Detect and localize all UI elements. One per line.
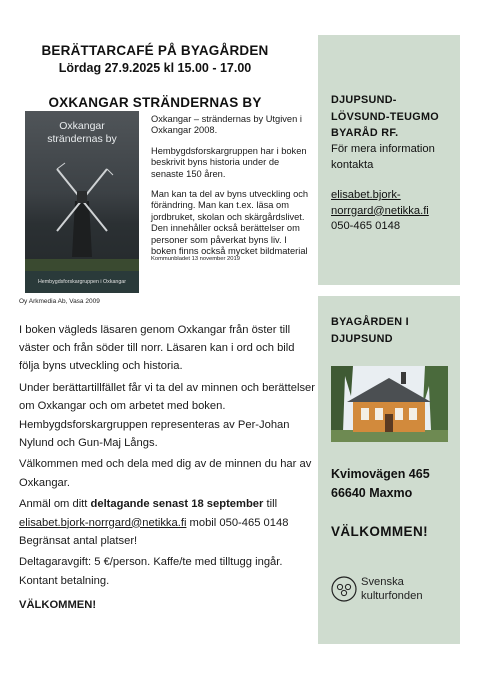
org-name: [331, 92, 439, 142]
body-paragraph-3: Välkommen med och dela med dig av de minnen du har av Oxkangar.: [19, 458, 312, 489]
sidebar-contact-box: [318, 35, 460, 285]
email-line-2[interactable]: norrgard@netikka.fi: [331, 204, 429, 217]
contact-email-link[interactable]: [331, 188, 429, 219]
venue-heading-line-1: BYAGÅRDEN I: [331, 316, 409, 328]
event-datetime: Lördag 27.9.2025 kl 15.00 - 17.00: [58, 61, 252, 75]
body-paragraph-1: I boken vägleds läsaren genom Oxkangar från öster till väster och från söder till norr. Läsaren kan i ord och bild följa byns utveckling och historia.: [19, 324, 295, 373]
book-text-3: Man kan ta del av byns utveckling och förändring. Man kan t.ex. läsa om jordbruket, skolan och skärgårdslivet. Den innehåller också berättelser om personer som påverkat byns liv. I boken finns också mycket bildmaterial: [151, 189, 309, 257]
cover-title-line-1: Oxkangar: [59, 120, 105, 132]
contact-phone: 050-465 0148: [331, 220, 401, 232]
book-cover-image: [25, 111, 139, 293]
book-caption: Oy Arkmedia Ab, Vasa 2009: [19, 298, 100, 305]
body-paragraph-5: [19, 553, 315, 589]
info-text: [331, 142, 435, 173]
sidebar-welcome: VÄLKOMMEN!: [331, 524, 428, 539]
payment-text: Kontant betalning.: [19, 574, 110, 587]
welcome-text: VÄLKOMMEN!: [19, 598, 97, 611]
cover-title-line-2: strändernas by: [47, 133, 117, 145]
event-title: BERÄTTARCAFÉ PÅ BYAGÅRDEN: [41, 43, 269, 58]
address-line-2: 66640 Maxmo: [331, 486, 413, 500]
kulturfonden-logo-text: [361, 576, 423, 603]
info-line-1: För mera information: [331, 143, 435, 155]
logo-text-line-2: kulturfonden: [361, 589, 423, 602]
sidebar-venue-box: [318, 296, 460, 644]
book-text-source: Kommunbladet 13 november 2019: [151, 256, 240, 263]
address-line-1: Kvimovägen 465: [331, 467, 430, 481]
signup-text-a: Anmäl om ditt: [19, 498, 91, 511]
body-text: [19, 321, 315, 618]
windmill-icon: [49, 161, 115, 261]
fee-text: Deltagaravgift: 5 €/person. Kaffe/te med tilltugg ingår.: [19, 556, 283, 569]
org-name-line-3: BYARÅD RF.: [331, 127, 399, 139]
info-line-2: kontakta: [331, 158, 374, 171]
signup-limit: Begränsat antal platser!: [19, 534, 138, 547]
body-paragraph-2: Under berättartillfället får vi ta del av minnen och berättelser om Oxkangar och om arbetet med boken. Hembygdsforskargruppen representeras av Per-Johan Nylund och Gun-Maj Långs.: [19, 382, 315, 449]
logo-text-line-1: Svenska: [361, 576, 404, 588]
kulturfonden-logo-icon: [331, 576, 357, 602]
venue-heading: [331, 314, 409, 347]
body-paragraph-4: [19, 495, 315, 550]
book-title: OXKANGAR STRÄNDERNAS BY: [48, 95, 262, 110]
kulturfonden-logo: [331, 572, 451, 608]
book-text-1: Oxkangar – strändernas by Utgiven i Oxkangar 2008.: [151, 114, 302, 136]
org-name-line-2: LÖVSUND-TEUGMO: [331, 110, 439, 123]
signup-email-link[interactable]: elisabet.bjork-norrgard@netikka.fi: [19, 516, 187, 529]
book-description: [151, 114, 311, 272]
org-name-line-1: DJUPSUND-: [331, 94, 397, 106]
book-text-2: Hembygdsforskargruppen har i boken beskrivit byns historia under de senaste 150 åren.: [151, 145, 307, 179]
cover-publisher: Hembygdsforskargruppen i Oxkangar: [37, 279, 127, 285]
venue-address: [331, 465, 430, 503]
signup-text-b: till: [263, 498, 278, 511]
signup-phone: mobil 050-465 0148: [186, 516, 289, 529]
venue-photo: [331, 366, 448, 442]
venue-heading-line-2: DJUPSUND: [331, 332, 393, 345]
email-line-1[interactable]: elisabet.bjork-: [331, 189, 401, 201]
signup-deadline: deltagande senast 18 september: [90, 498, 264, 511]
